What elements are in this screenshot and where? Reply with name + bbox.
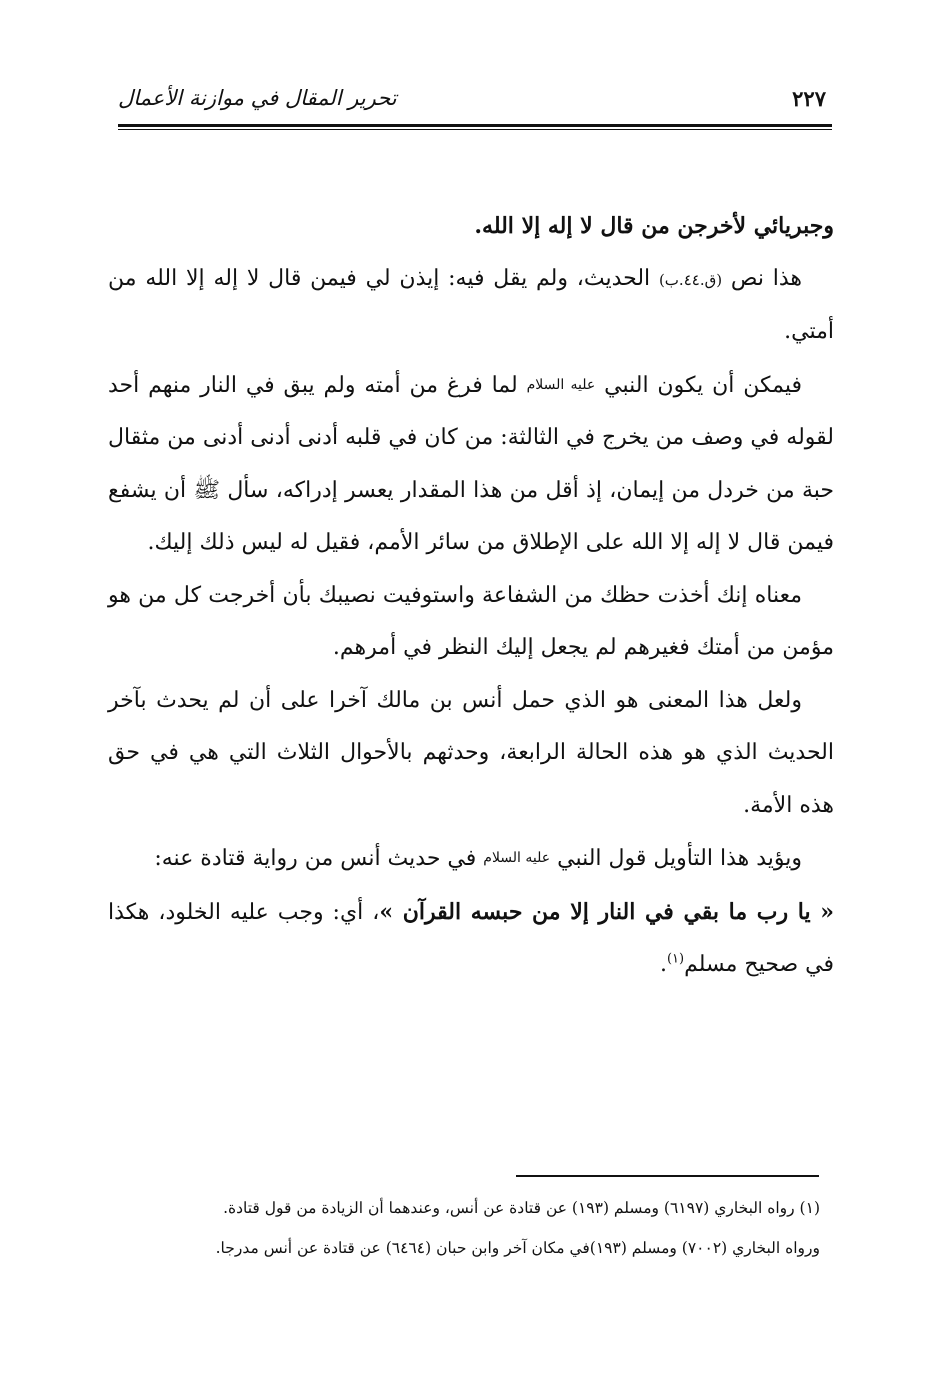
salawat-mark-2: ﷺ — [193, 477, 221, 503]
manuscript-reference: (ق.٤٤.ب) — [658, 270, 723, 289]
footnote-ref-1: (١) — [666, 951, 685, 967]
paragraph-3-text-a: فيمكن أن يكون النبي — [595, 372, 802, 398]
paragraph-4: معناه إنك أخذت حظك من الشفاعة واستوفيت نصيبك بأن أخرجت كل من هو مؤمن من أمتك فغيرهم لم يجعل إليك النظر في أمرهم. — [108, 582, 834, 660]
paragraph-1: وجبريائي لأخرجن من قال لا إله إلا الله. — [474, 213, 834, 239]
paragraph-2 — [108, 253, 834, 359]
paragraph-2-text-a: هذا نص — [722, 265, 803, 291]
footnote-1-line-1: (١) رواه البخاري (٦١٩٧) ومسلم (١٩٣) عن قتادة عن أنس، وعندهما أن الزيادة من قول قتادة. — [223, 1199, 820, 1217]
main-text — [108, 200, 834, 992]
book-title: تحرير المقال في موازنة الأعمال — [118, 86, 397, 110]
paragraph-7 — [108, 886, 834, 992]
paragraph-2-text-b: الحديث، ولم يقل فيه: إيذن لي فيمن قال لا إله إلا الله من أمتي. — [108, 265, 834, 344]
paragraph-3-text-c: أن يشفع فيمن قال لا إله إلا الله على الإطلاق من سائر الأمم، فقيل له ليس ذلك إليك. — [108, 477, 834, 555]
paragraph-6 — [108, 832, 834, 886]
salawat-mark-3: عليه السلام — [483, 850, 551, 866]
paragraph-5: ولعل هذا المعنى هو الذي حمل أنس بن مالك آخرا على أن لم يحدث بآخر الحديث الذي هو هذه الحالة الرابعة، وحدثهم بالأحوال الثلاث التي هي في حق هذه الأمة. — [108, 687, 834, 818]
paragraph-3 — [108, 359, 834, 570]
paragraph-7-text-b: ، أي: وجب عليه الخلود، هكذا في صحيح مسلم — [108, 899, 834, 977]
paragraph-7-end: . — [659, 952, 667, 977]
footnotes — [108, 1188, 820, 1268]
footnote-1-line-2: ورواه البخاري (٧٠٠٢) ومسلم (١٩٣)في مكان آخر وابن حبان (٦٤٦٤) عن قتادة عن أنس مدرجا. — [215, 1239, 820, 1257]
running-header — [118, 82, 832, 126]
header-rule — [118, 124, 832, 127]
footnote-separator — [516, 1175, 819, 1177]
salawat-mark: عليه السلام — [526, 376, 596, 393]
paragraph-3-text-b: لما فرغ من أمته ولم يبق في النار منهم أحد لقوله في وصف من يخرج في الثالثة: من كان في قلبه أدنى أدنى أدنى من مثقال حبة من خردل من إيمان، إذ أقل من هذا المقدار يعسر إدراكه، سأل — [108, 372, 834, 503]
page-number: ٢٢٧ — [792, 86, 826, 111]
paragraph-6-text-a: ويؤيد هذا التأويل قول النبي — [550, 846, 802, 871]
header-rule-thin — [118, 129, 832, 130]
paragraph-6-text-b: في حديث أنس من رواية قتادة عنه: — [154, 846, 484, 871]
hadith-quote: « يا رب ما بقي في النار إلا من حبسه القرآن » — [379, 898, 834, 925]
